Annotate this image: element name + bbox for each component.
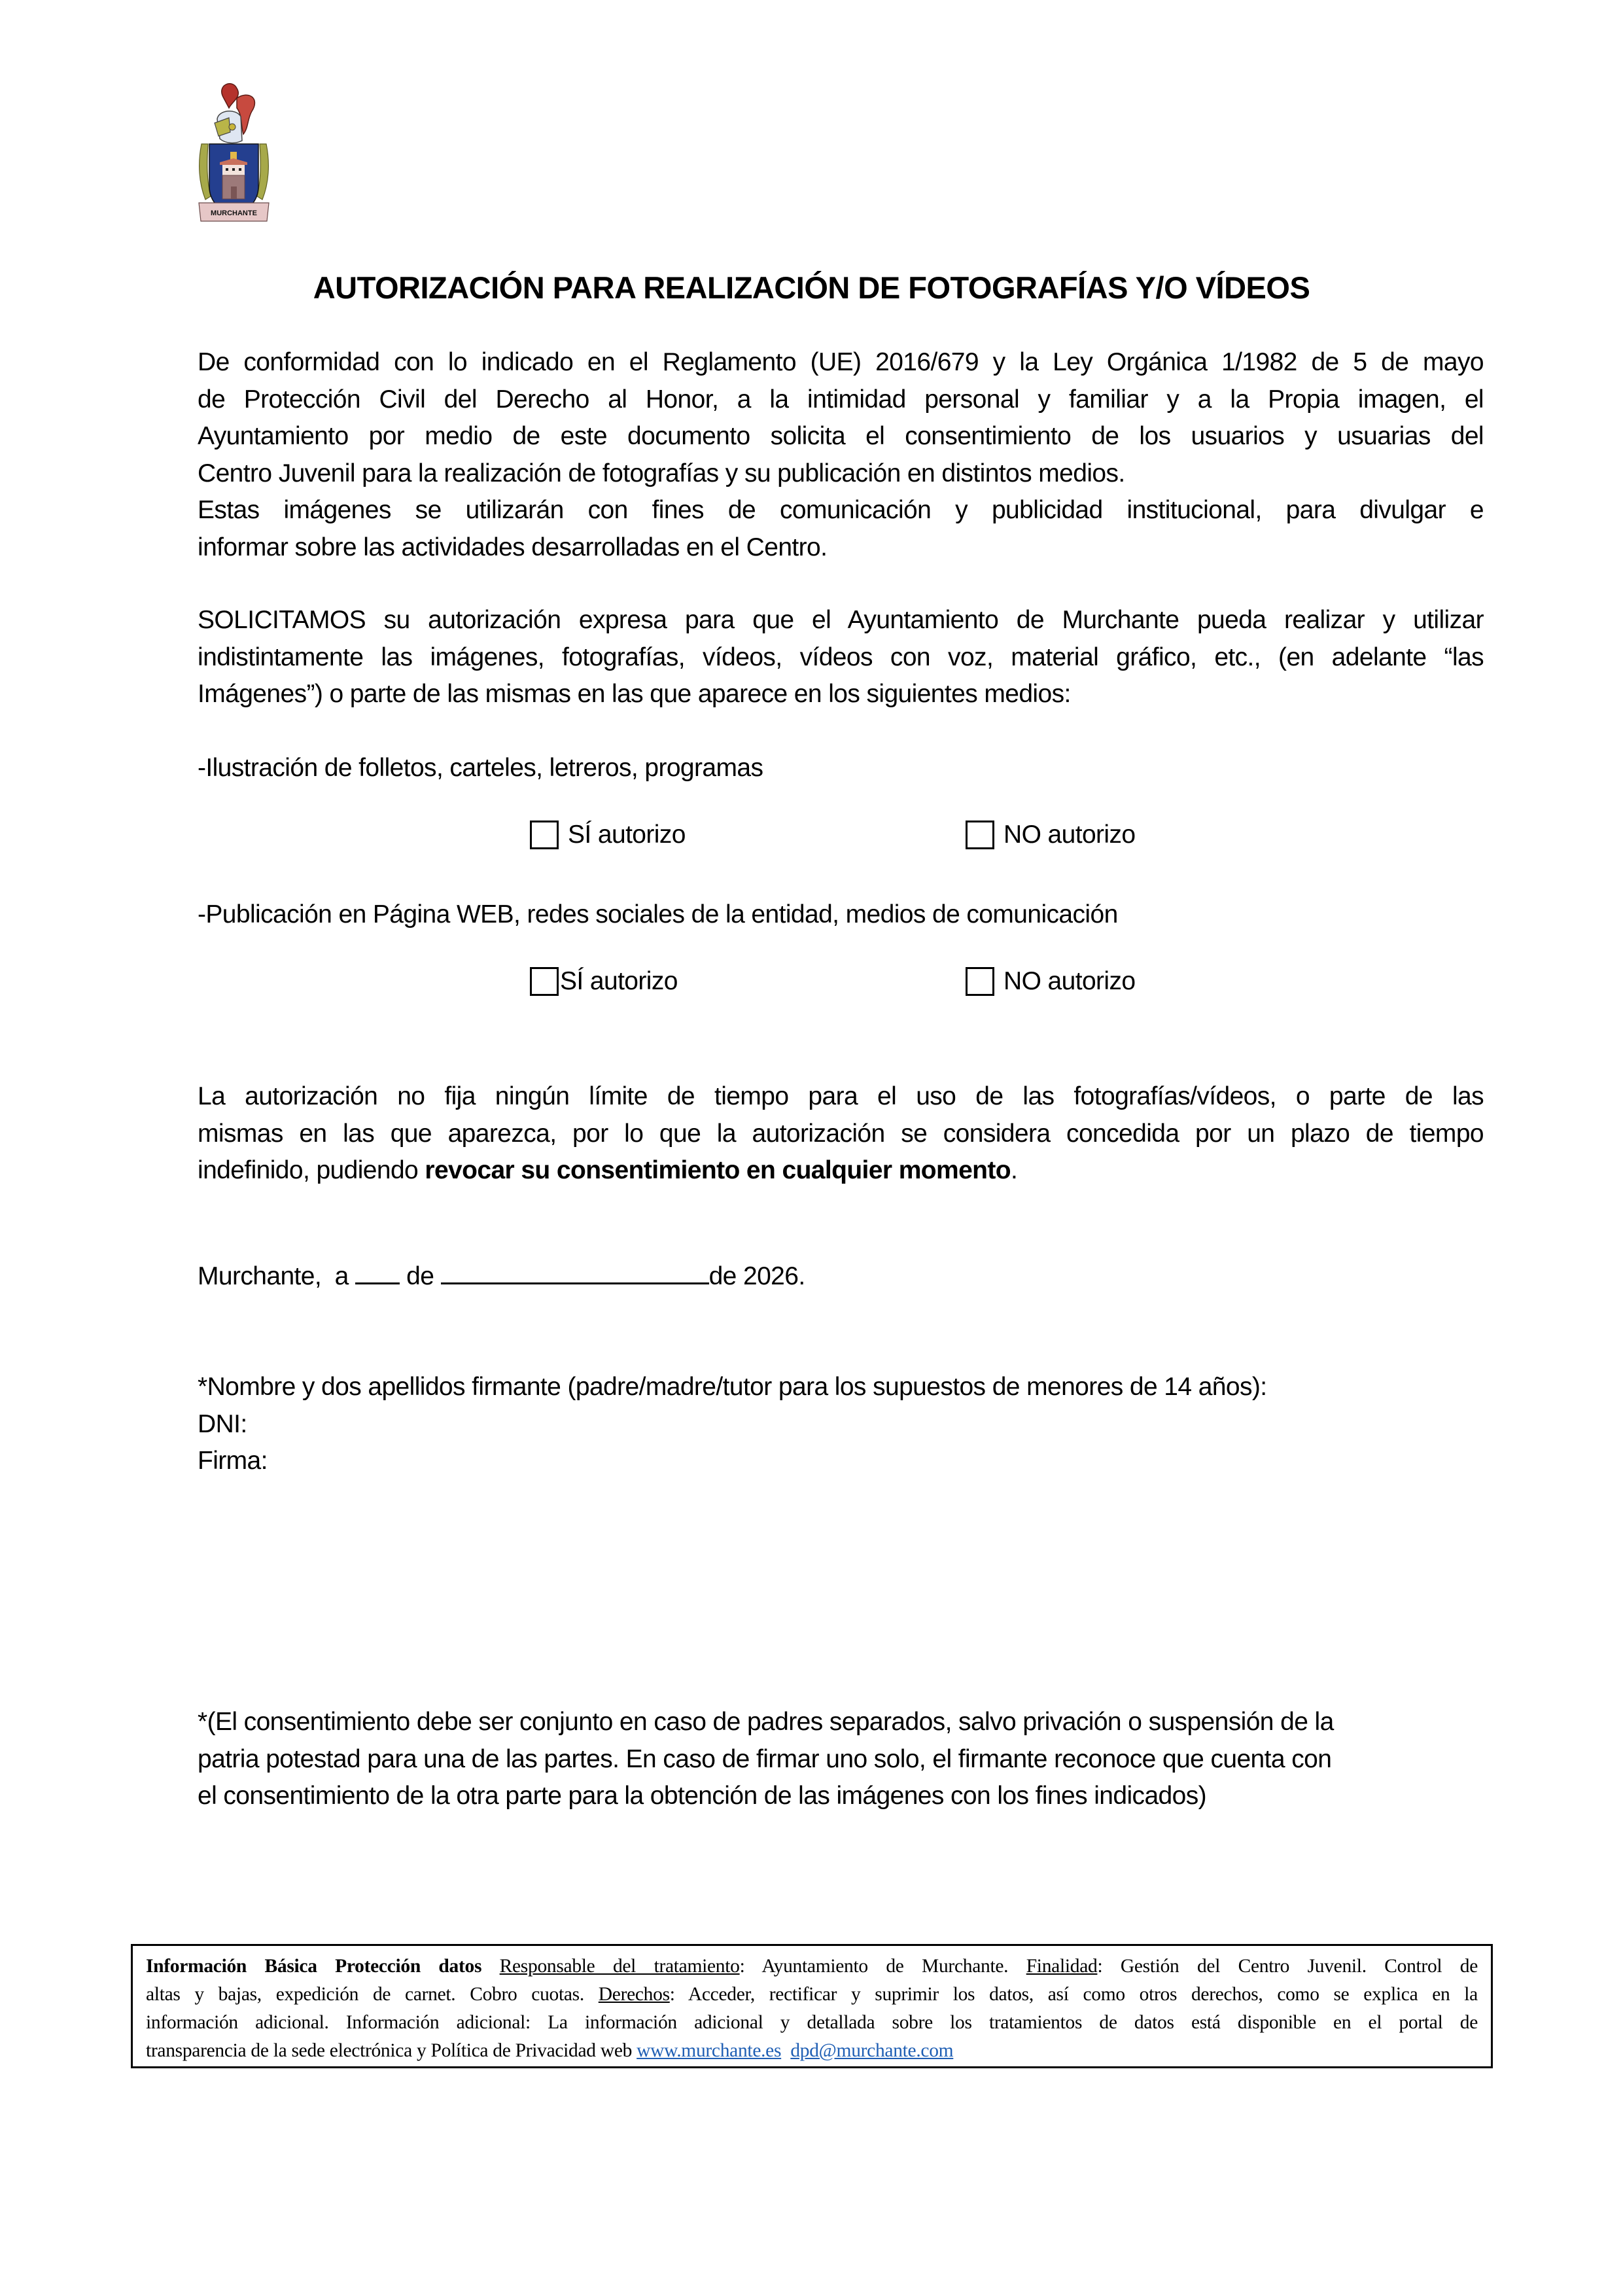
dp-rights-label: Derechos [598, 1984, 670, 2005]
use-2-yes-label: SÍ autorizo [560, 967, 678, 995]
use-1-label: -Ilustración de folletos, carteles, letreros, programas [198, 754, 763, 782]
date-de: de [399, 1262, 441, 1290]
use-1-no-option[interactable] [966, 821, 1135, 849]
use-2-no-checkbox[interactable] [966, 967, 994, 996]
dp-heading: Información Básica Protección datos [146, 1956, 482, 1977]
dp-rights-value: : Acceder, rectificar y suprimir los datos, así como otros derechos, como se explica en la [669, 1984, 1478, 2005]
note-line: el consentimiento de la otra parte para la obtención de las imágenes con los fines indicados) [198, 1782, 1207, 1810]
signer-name-label: *Nombre y dos apellidos firmante (padre/madre/tutor para los supuestos de menores de 14 años): [198, 1373, 1267, 1401]
intro-line: De conformidad con lo indicado en el Reglamento (UE) 2016/679 y la Ley Orgánica 1/1982 de 5 de mayo [198, 348, 1484, 376]
request-line: SOLICITAMOS su autorización expresa para que el Ayuntamiento de Murchante pueda realizar y utilizar [198, 606, 1484, 634]
duration-line: La autorización no fija ningún límite de tiempo para el uso de las fotografías/vídeos, o parte de las [198, 1082, 1484, 1110]
coat-of-arms-logo [196, 79, 271, 226]
revoke-consent-emphasis: revocar su consentimiento en cualquier momento [425, 1156, 1011, 1184]
note-line: patria potestad para una de las partes. En caso de firmar uno solo, el firmante reconoce que cuenta con [198, 1744, 1332, 1773]
day-field[interactable] [355, 1259, 400, 1284]
dp-line-4 [146, 2037, 1478, 2065]
website-link[interactable]: www.murchante.es [637, 2040, 782, 2061]
dp-line-3: información adicional. Información adicional: La información adicional y detallada sobre los tratamientos de datos está disponible en el portal de [146, 2012, 1478, 2033]
signer-section [198, 1369, 1484, 1480]
duration-line [198, 1152, 1484, 1190]
duration-line: mismas en las que aparezca, por lo que la autorización se considera concedida por un plazo de tiempo [198, 1119, 1484, 1148]
intro-line: Ayuntamiento por medio de este documento solicita el consentimiento de los usuarios y usuarias del [198, 422, 1484, 450]
intro-line: informar sobre las actividades desarrolladas en el Centro. [198, 533, 828, 561]
use-2-no-label: NO autorizo [1003, 967, 1136, 995]
dni-label: DNI: [198, 1409, 247, 1438]
use-2-no-option[interactable] [966, 967, 1135, 996]
duration-line3-text: indefinido, pudiendo [198, 1156, 425, 1184]
dp-responsible-value: : Ayuntamiento de Murchante. [739, 1956, 1026, 1977]
date-line [198, 1258, 1484, 1296]
dp-line-1 [146, 1952, 1478, 1981]
date-year: de 2026. [708, 1262, 805, 1290]
use-1-yes-checkbox[interactable] [530, 821, 559, 849]
logo-banner-text: MURCHANTE [211, 209, 257, 217]
use-2-label: -Publicación en Página WEB, redes sociales de la entidad, medios de comunicación [198, 900, 1118, 928]
document-title: AUTORIZACIÓN PARA REALIZACIÓN DE FOTOGRAFÍAS Y/O VÍDEOS [313, 270, 1310, 305]
date-place: Murchante, a [198, 1262, 355, 1290]
intro-paragraph [198, 344, 1484, 566]
dp-responsible-label: Responsable del tratamiento [499, 1956, 740, 1977]
request-line: indistintamente las imágenes, fotografías, vídeos, vídeos con voz, material gráfico, etc., (en adelante “las [198, 643, 1484, 671]
request-line: Imágenes”) o parte de las mismas en las que aparece en los siguientes medios: [198, 680, 1071, 708]
use-1-no-label: NO autorizo [1003, 821, 1136, 849]
email-link[interactable]: dpd@murchante.com [790, 2040, 954, 2061]
use-1-yes-label: SÍ autorizo [568, 821, 686, 849]
dp-purpose-value-cont: altas y bajas, expedición de carnet. Cobro cuotas. [146, 1984, 599, 2005]
use-2-yes-checkbox[interactable] [530, 967, 559, 996]
dp-line4-text: transparencia de la sede electrónica y Política de Privacidad web [146, 2040, 637, 2061]
dp-purpose-value: : Gestión del Centro Juvenil. Control de [1097, 1956, 1478, 1977]
use-1-yes-option[interactable] [530, 821, 686, 849]
note-line: *(El consentimiento debe ser conjunto en caso de padres separados, salvo privación o suspensión de la [198, 1708, 1334, 1736]
dp-line-2 [146, 1981, 1478, 2009]
intro-line: Centro Juvenil para la realización de fotografías y su publicación en distintos medios. [198, 459, 1125, 487]
data-protection-box [131, 1944, 1493, 2068]
dp-purpose-label: Finalidad [1026, 1956, 1098, 1977]
duration-line3-suffix: . [1011, 1156, 1018, 1184]
intro-line: de Protección Civil del Derecho al Honor, a la intimidad personal y familiar y a la Propia imagen, el [198, 385, 1484, 414]
use-2-yes-option[interactable] [530, 967, 678, 996]
intro-line: Estas imágenes se utilizarán con fines de comunicación y publicidad institucional, para divulgar e [198, 496, 1484, 524]
signature-label: Firma: [198, 1447, 268, 1475]
consent-note [198, 1704, 1484, 1815]
duration-paragraph [198, 1078, 1484, 1190]
request-paragraph [198, 602, 1484, 713]
use-1-no-checkbox[interactable] [966, 821, 994, 849]
month-field[interactable] [441, 1259, 709, 1284]
